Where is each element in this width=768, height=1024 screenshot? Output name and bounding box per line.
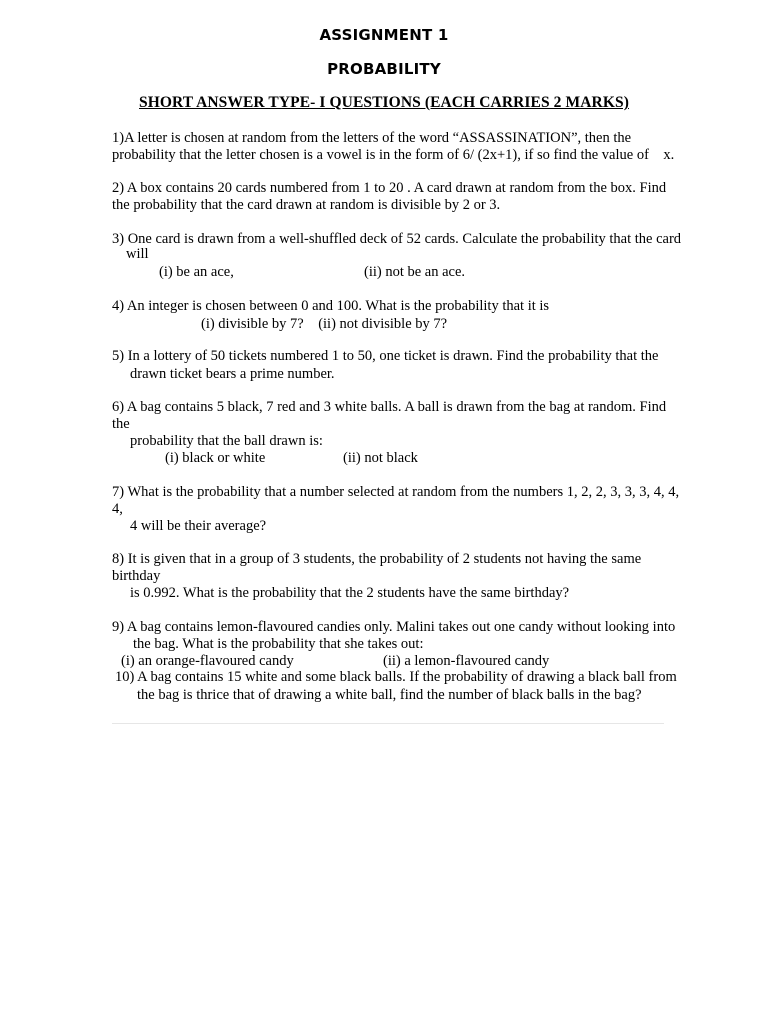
option-ii: (ii) not be an ace. xyxy=(364,264,466,280)
question-line: birthday xyxy=(112,568,161,584)
option-i: (i) an orange-flavoured candy xyxy=(121,653,294,669)
question-line: 4 will be their average? xyxy=(130,518,267,534)
question-line: 3) One card is drawn from a well-shuffled deck of 52 cards. Calculate the probability that the card xyxy=(112,231,682,247)
question-line: 4, xyxy=(112,501,123,517)
question-line: the bag. What is the probability that she takes out: xyxy=(133,636,424,652)
assignment-title: ASSIGNMENT 1 xyxy=(319,26,449,44)
question-line: 9) A bag contains lemon-flavoured candies only. Malini takes out one candy without looking into xyxy=(112,619,676,635)
question-line: probability that the letter chosen is a vowel is in the form of 6/ (2x+1), if so find the value of x. xyxy=(112,147,675,163)
question-line: 7) What is the probability that a number selected at random from the numbers 1, 2, 2, 3, 3, 3, 4, 4, xyxy=(112,484,680,500)
question-line: the xyxy=(112,416,130,432)
option-ii: (ii) not black xyxy=(343,450,418,466)
question-line: is 0.992. What is the probability that the 2 students have the same birthday? xyxy=(130,585,570,601)
question-line: 10) A bag contains 15 white and some black balls. If the probability of drawing a black ball from xyxy=(115,669,677,685)
option-i: (i) black or white xyxy=(165,450,266,466)
question-line: drawn ticket bears a prime number. xyxy=(130,366,335,382)
question-line: 6) A bag contains 5 black, 7 red and 3 white balls. A ball is drawn from the bag at random. Find xyxy=(112,399,667,415)
subject-title: PROBABILITY xyxy=(327,60,441,78)
question-options: (i) divisible by 7? (ii) not divisible by 7? xyxy=(201,316,448,332)
option-i: (i) be an ace, xyxy=(159,264,234,280)
question-line: the probability that the card drawn at random is divisible by 2 or 3. xyxy=(112,197,501,213)
question-line: 5) In a lottery of 50 tickets numbered 1 to 50, one ticket is drawn. Find the probability that the xyxy=(112,348,659,364)
page-divider xyxy=(112,723,664,724)
option-ii: (ii) a lemon-flavoured candy xyxy=(383,653,550,669)
question-line: 1)A letter is chosen at random from the letters of the word “ASSASSINATION”, then the xyxy=(112,130,632,146)
section-heading: SHORT ANSWER TYPE- I QUESTIONS (EACH CARRIES 2 MARKS) xyxy=(139,94,629,111)
question-line: 8) It is given that in a group of 3 students, the probability of 2 students not having the same xyxy=(112,551,642,567)
question-line: probability that the ball drawn is: xyxy=(130,433,323,449)
question-line: 4) An integer is chosen between 0 and 100. What is the probability that it is xyxy=(112,298,550,314)
question-line: will xyxy=(126,246,149,262)
question-line: 2) A box contains 20 cards numbered from 1 to 20 . A card drawn at random from the box. Find xyxy=(112,180,667,196)
question-line: the bag is thrice that of drawing a white ball, find the number of black balls in the bag? xyxy=(137,687,642,703)
